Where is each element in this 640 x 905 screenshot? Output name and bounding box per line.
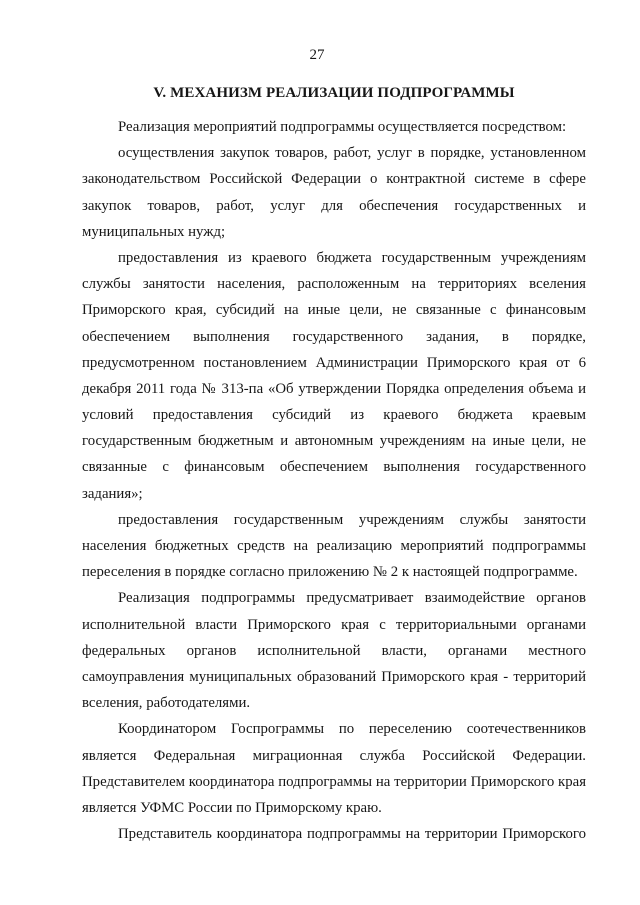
paragraph-line: декабря 2011 года № 313-па «Об утверждении Порядка определения объема и bbox=[82, 380, 586, 397]
paragraph-subsidies bbox=[82, 245, 586, 507]
paragraph-line: переселения в порядке согласно приложению № 2 к настоящей подпрограмме. bbox=[82, 564, 578, 581]
paragraph-procurement bbox=[82, 140, 586, 245]
paragraph-line: Представитель координатора подпрограммы на территории Приморского bbox=[118, 826, 586, 843]
paragraph-line: Координатором Госпрограммы по переселению соотечественников bbox=[118, 721, 586, 738]
paragraph-line: муниципальных нужд; bbox=[82, 223, 226, 240]
section-heading: V. МЕХАНИЗМ РЕАЛИЗАЦИИ ПОДПРОГРАММЫ bbox=[153, 85, 515, 101]
paragraph-line: предоставления государственным учреждениям службы занятости bbox=[118, 511, 586, 528]
paragraph-line: предоставления из краевого бюджета государственным учреждениям bbox=[118, 249, 586, 266]
page-number: 27 bbox=[309, 47, 325, 63]
paragraph-line: предусмотренном постановлением Администрации Приморского края от 6 bbox=[82, 354, 586, 371]
paragraph-line: Реализация мероприятий подпрограммы осуществляется посредством: bbox=[118, 119, 567, 135]
paragraph-line: самоуправления муниципальных образований Приморского края - территорий bbox=[82, 668, 586, 685]
paragraph-line: службы занятости населения, расположенным на территориях вселения bbox=[82, 276, 586, 293]
paragraph-line: федеральных органов исполнительной власти, органами местного bbox=[82, 642, 586, 659]
paragraph-line: вселения, работодателями. bbox=[82, 695, 251, 712]
paragraph-line: условий предоставления субсидий из краевого бюджета краевым bbox=[82, 407, 586, 424]
paragraph-coordinator bbox=[82, 716, 586, 821]
paragraph-line: осуществления закупок товаров, работ, услуг в порядке, установленном bbox=[118, 145, 586, 162]
document-body bbox=[82, 114, 586, 847]
paragraph-line: закупок товаров, работ, услуг для обеспечения государственных и bbox=[82, 197, 586, 214]
paragraph-line: связанные с финансовым обеспечением выполнения государственного bbox=[82, 459, 586, 476]
paragraph-line: является Федеральная миграционная служба Российской Федерации. bbox=[82, 747, 586, 764]
paragraph-line: Представителем координатора подпрограммы на территории Приморского края bbox=[82, 773, 586, 790]
paragraph-line: исполнительной власти Приморского края с территориальными органами bbox=[82, 616, 586, 633]
paragraph-line: является УФМС России по Приморскому краю. bbox=[82, 799, 382, 816]
paragraph-line: Приморского края, субсидий на иные цели, не связанные с финансовым bbox=[82, 302, 586, 319]
paragraph-intro bbox=[82, 114, 586, 140]
paragraph-representative bbox=[82, 821, 586, 847]
paragraph-line: задания»; bbox=[82, 485, 143, 502]
paragraph-budget-funds bbox=[82, 507, 586, 586]
paragraph-line: населения бюджетных средств на реализацию мероприятий подпрограммы bbox=[82, 538, 586, 554]
paragraph-line: законодательством Российской Федерации о контрактной системе в сфере bbox=[82, 171, 586, 188]
paragraph-line: обеспечением выполнения государственного задания, в порядке, bbox=[82, 328, 586, 345]
paragraph-line: государственным бюджетным и автономным учреждениям на иные цели, не bbox=[82, 433, 586, 450]
paragraph-interaction bbox=[82, 585, 586, 716]
paragraph-line: Реализация подпрограммы предусматривает взаимодействие органов bbox=[118, 590, 586, 607]
